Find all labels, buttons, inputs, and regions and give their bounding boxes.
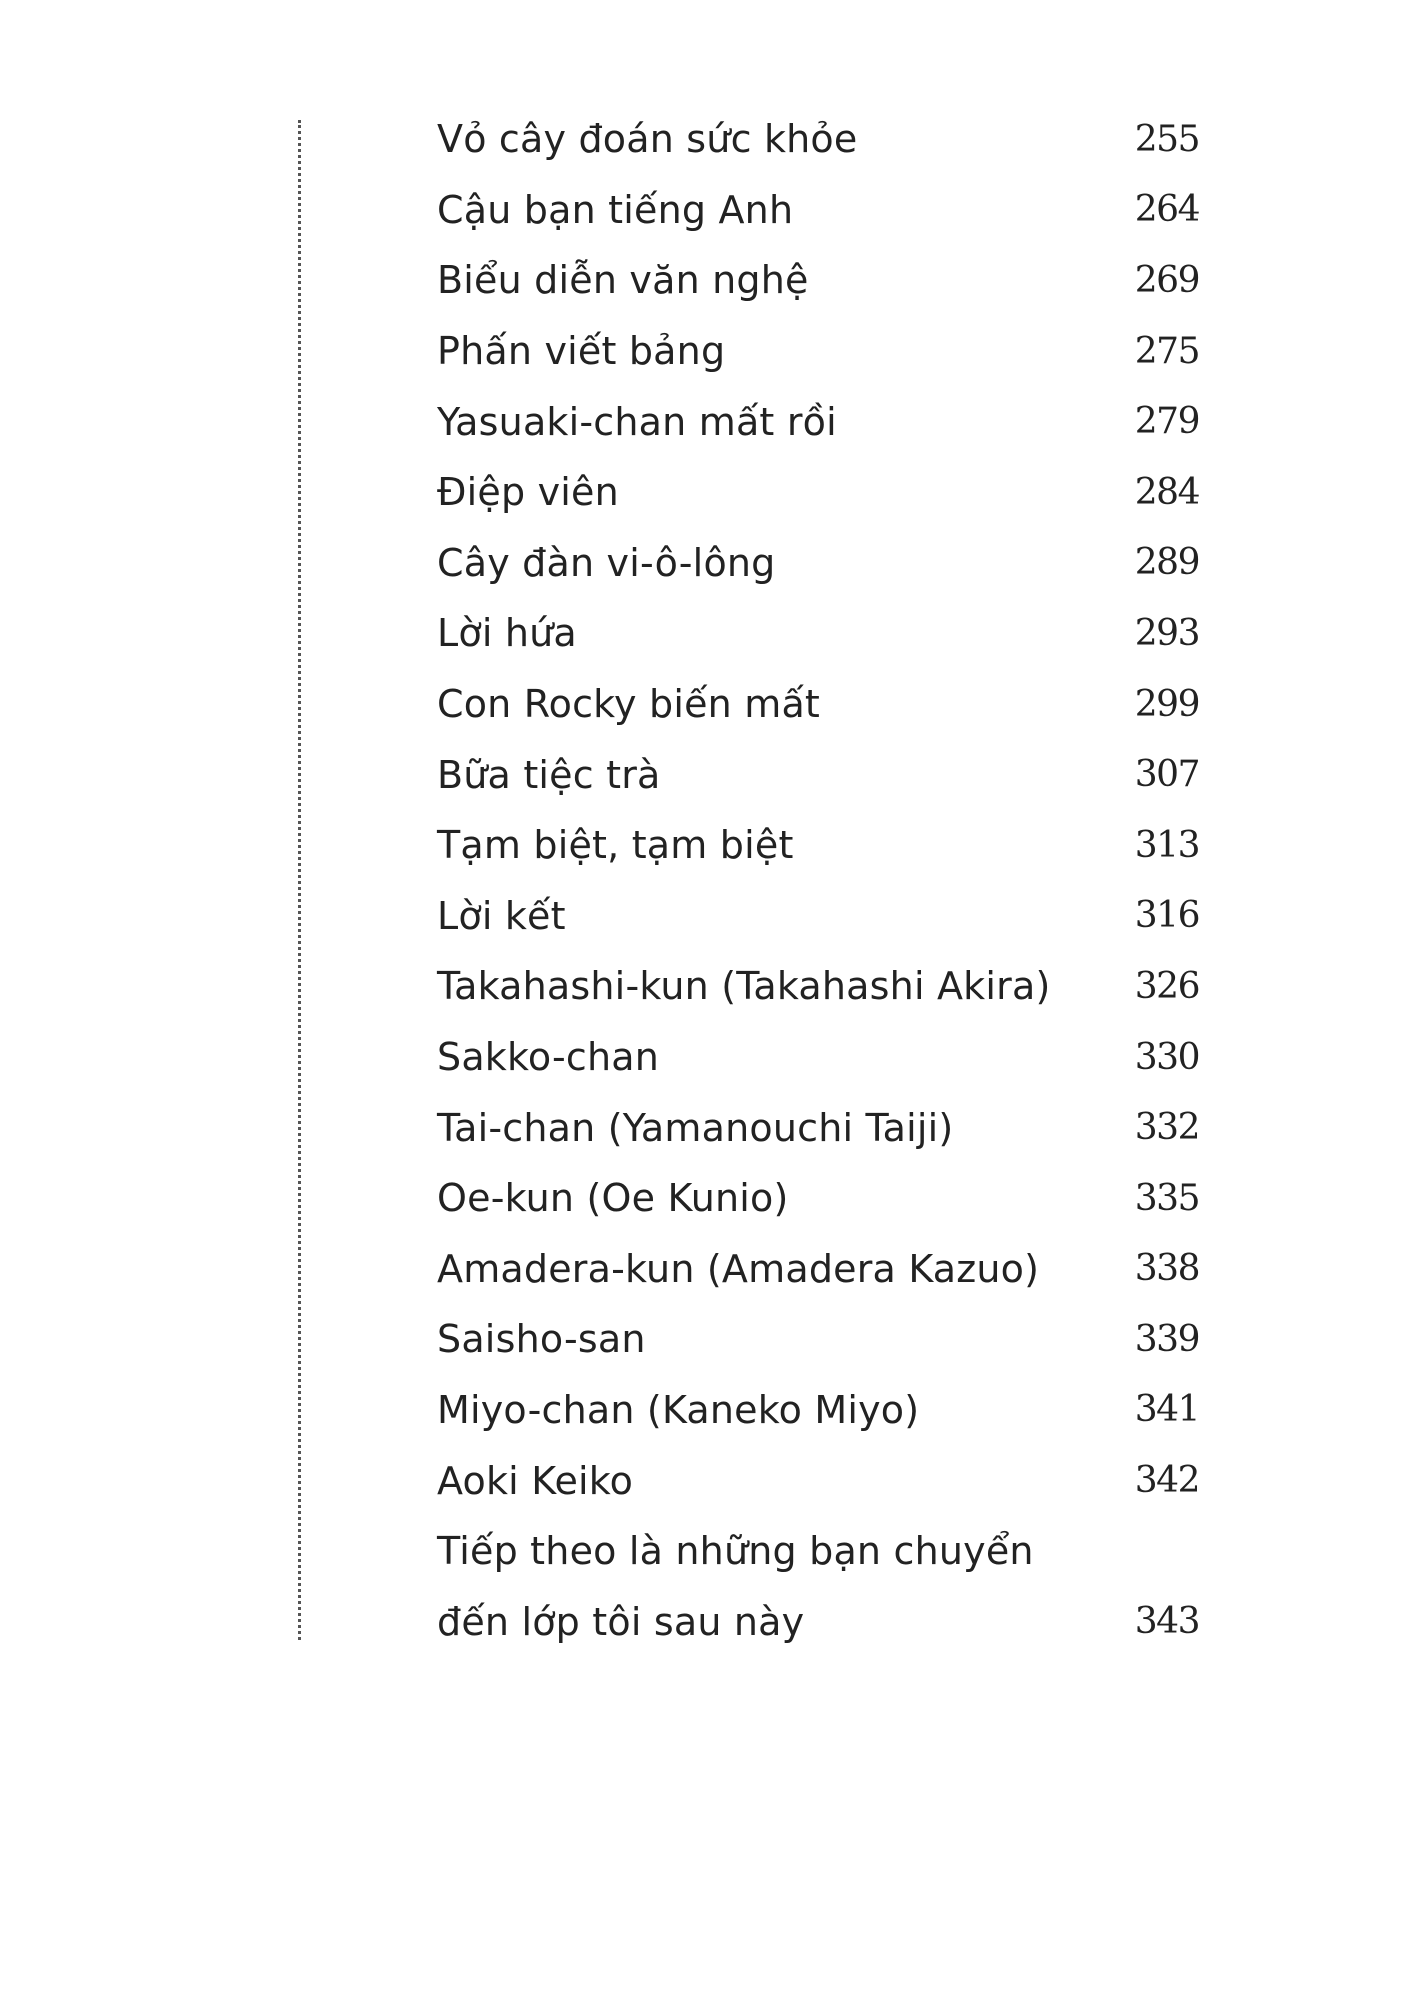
table-of-contents bbox=[437, 104, 1199, 1657]
toc-entry-page: 335 bbox=[1134, 1177, 1199, 1219]
toc-entry-page: 293 bbox=[1134, 612, 1199, 654]
toc-entry-page: 342 bbox=[1134, 1460, 1199, 1502]
toc-entry-title: Cậu bạn tiếng Anh bbox=[437, 187, 794, 232]
toc-entry-page: 343 bbox=[1134, 1601, 1199, 1643]
toc-entry bbox=[437, 739, 1199, 810]
toc-entry-page: 330 bbox=[1134, 1036, 1199, 1078]
toc-entry-title: Yasuaki-chan mất rồi bbox=[437, 399, 837, 444]
toc-entry-title: Saisho-san bbox=[437, 1317, 646, 1362]
toc-entry-page: 307 bbox=[1134, 754, 1199, 796]
toc-entry-title: Lời hứa bbox=[437, 611, 577, 656]
toc-entry-title: Oe-kun (Oe Kunio) bbox=[437, 1176, 789, 1221]
toc-entry-title: Tiếp theo là những bạn chuyển bbox=[437, 1529, 1034, 1574]
toc-entry-title: Miyo-chan (Kaneko Miyo) bbox=[437, 1387, 920, 1432]
toc-entry-page: 339 bbox=[1134, 1318, 1199, 1360]
toc-entry bbox=[437, 669, 1199, 740]
toc-entry bbox=[437, 316, 1199, 387]
toc-entry-page: 326 bbox=[1134, 965, 1199, 1007]
toc-entry bbox=[437, 1092, 1199, 1163]
toc-entry-page: 284 bbox=[1134, 471, 1199, 513]
toc-entry-title: Bữa tiệc trà bbox=[437, 752, 661, 797]
toc-entry-page: 316 bbox=[1134, 895, 1199, 937]
toc-entry-page: 341 bbox=[1134, 1389, 1199, 1431]
toc-entry-title: Aoki Keiko bbox=[437, 1458, 634, 1503]
toc-entry-page: 264 bbox=[1134, 189, 1199, 231]
toc-entry-title: Con Rocky biến mất bbox=[437, 682, 821, 727]
toc-entry bbox=[437, 175, 1199, 246]
toc-entry-title: Tai-chan (Yamanouchi Taiji) bbox=[437, 1105, 954, 1150]
toc-entry-page: 289 bbox=[1134, 542, 1199, 584]
toc-entry bbox=[437, 1163, 1199, 1234]
toc-entry bbox=[437, 1022, 1199, 1093]
toc-entry bbox=[437, 810, 1199, 881]
toc-entry-page: 313 bbox=[1134, 824, 1199, 866]
toc-entry-title: đến lớp tôi sau này bbox=[437, 1599, 805, 1644]
toc-entry-title: Sakko-chan bbox=[437, 1035, 660, 1080]
toc-entry bbox=[437, 528, 1199, 599]
toc-entry-title: Biểu diễn văn nghệ bbox=[437, 258, 809, 303]
toc-entry bbox=[437, 881, 1199, 952]
toc-entry bbox=[437, 245, 1199, 316]
toc-entry-page: 279 bbox=[1134, 401, 1199, 443]
toc-entry bbox=[437, 1586, 1199, 1657]
dotted-margin-line bbox=[298, 120, 301, 1640]
toc-entry-title: Takahashi-kun (Takahashi Akira) bbox=[437, 964, 1051, 1009]
toc-entry bbox=[437, 1516, 1199, 1587]
toc-entry bbox=[437, 951, 1199, 1022]
toc-entry-title: Cây đàn vi-ô-lông bbox=[437, 540, 776, 585]
toc-entry bbox=[437, 1234, 1199, 1305]
toc-entry bbox=[437, 1304, 1199, 1375]
toc-entry-title: Điệp viên bbox=[437, 470, 619, 515]
toc-entry-title: Phấn viết bảng bbox=[437, 329, 726, 374]
toc-entry-page: 275 bbox=[1134, 330, 1199, 372]
toc-entry bbox=[437, 457, 1199, 528]
toc-entry-title: Tạm biệt, tạm biệt bbox=[437, 823, 794, 868]
toc-entry-title: Vỏ cây đoán sức khỏe bbox=[437, 117, 858, 162]
toc-entry bbox=[437, 598, 1199, 669]
toc-entry-title: Lời kết bbox=[437, 893, 566, 938]
toc-entry bbox=[437, 386, 1199, 457]
toc-entry-page: 255 bbox=[1134, 118, 1199, 160]
toc-entry-page: 299 bbox=[1134, 683, 1199, 725]
toc-entry bbox=[437, 1375, 1199, 1446]
toc-entry-page: 269 bbox=[1134, 259, 1199, 301]
toc-entry-page: 338 bbox=[1134, 1248, 1199, 1290]
toc-entry-page: 332 bbox=[1134, 1107, 1199, 1149]
toc-entry bbox=[437, 104, 1199, 175]
toc-entry bbox=[437, 1445, 1199, 1516]
toc-entry-title: Amadera-kun (Amadera Kazuo) bbox=[437, 1246, 1040, 1291]
